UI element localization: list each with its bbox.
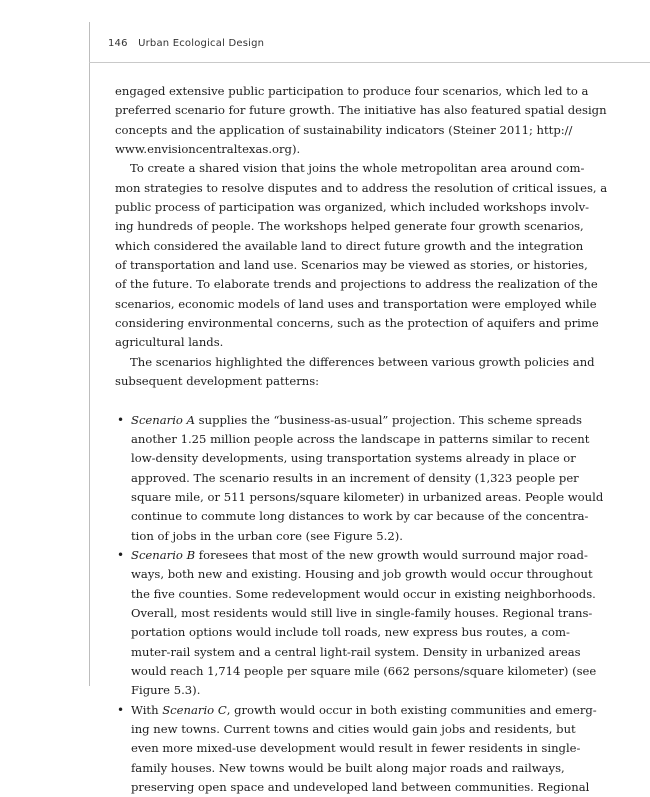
- text-line: [131, 701, 537, 720]
- text-line: engaged extensive public participation to produce four scenarios, which led to a: [115, 82, 537, 101]
- scenario-list: [115, 411, 537, 797]
- text-line: scenarios, economic models of land uses and transportation were employed while: [115, 295, 537, 314]
- text-line: would reach 1,714 people per square mile (662 persons/square kilometer) (see: [131, 662, 537, 681]
- text-run: foresees that most of the new growth would surround major road-: [195, 548, 588, 562]
- text-line: considering environmental concerns, such as the protection of aquifers and prime: [115, 314, 537, 333]
- body-text: [115, 82, 537, 797]
- scenario-label: Scenario A: [131, 413, 195, 427]
- scenario-label: Scenario C: [162, 703, 226, 717]
- text-line: family houses. New towns would be built along major roads and railways,: [131, 759, 537, 778]
- paragraph-gap: [115, 392, 537, 411]
- paragraph-3: [115, 353, 537, 392]
- scenario-b-item: [115, 546, 537, 701]
- margin-vertical-rule: [89, 22, 90, 686]
- text-run: With: [131, 703, 162, 717]
- text-line: public process of participation was organized, which included workshops involv-: [115, 198, 537, 217]
- text-line: muter-rail system and a central light-rail system. Density in urbanized areas: [131, 643, 537, 662]
- text-line: square mile, or 511 persons/square kilometer) in urbanized areas. People would: [131, 488, 537, 507]
- text-line: of the future. To elaborate trends and projections to address the realization of the: [115, 275, 537, 294]
- text-line: the five counties. Some redevelopment would occur in existing neighborhoods.: [131, 585, 537, 604]
- scenario-a-item: [115, 411, 537, 546]
- scenario-c-item: [115, 701, 537, 797]
- paragraph-2: [115, 159, 537, 352]
- text-line: subsequent development patterns:: [115, 372, 537, 391]
- page-number: 146: [108, 38, 128, 49]
- text-line: [131, 546, 537, 565]
- text-line: [131, 411, 537, 430]
- text-line: To create a shared vision that joins the whole metropolitan area around com-: [115, 159, 537, 178]
- text-line: www.envisioncentraltexas.org).: [115, 140, 537, 159]
- text-line: ing hundreds of people. The workshops helped generate four growth scenarios,: [115, 217, 537, 236]
- text-line: concepts and the application of sustainability indicators (Steiner 2011; http://: [115, 121, 537, 140]
- text-line: ways, both new and existing. Housing and job growth would occur throughout: [131, 565, 537, 584]
- text-line: Overall, most residents would still live in single-family houses. Regional trans-: [131, 604, 537, 623]
- text-line: mon strategies to resolve disputes and to address the resolution of critical issues, a: [115, 179, 537, 198]
- scenario-label: Scenario B: [131, 548, 195, 562]
- running-head: [108, 38, 264, 49]
- text-line: portation options would include toll roads, new express bus routes, a com-: [131, 623, 537, 642]
- text-line: ing new towns. Current towns and cities would gain jobs and residents, but: [131, 720, 537, 739]
- header-horizontal-rule: [89, 62, 650, 63]
- paragraph-1: [115, 82, 537, 159]
- text-line: The scenarios highlighted the differences between various growth policies and: [115, 353, 537, 372]
- text-line: preferred scenario for future growth. The initiative has also featured spatial design: [115, 101, 537, 120]
- book-title: Urban Ecological Design: [138, 38, 264, 49]
- text-line: even more mixed-use development would result in fewer residents in single-: [131, 739, 537, 758]
- text-line: which considered the available land to direct future growth and the integration: [115, 237, 537, 256]
- text-line: approved. The scenario results in an increment of density (1,323 people per: [131, 469, 537, 488]
- text-line: of transportation and land use. Scenarios may be viewed as stories, or histories,: [115, 256, 537, 275]
- text-line: low-density developments, using transportation systems already in place or: [131, 449, 537, 468]
- text-line: Figure 5.3).: [131, 681, 537, 700]
- text-line: agricultural lands.: [115, 333, 537, 352]
- text-line: another 1.25 million people across the landscape in patterns similar to recent: [131, 430, 537, 449]
- text-run: supplies the “business-as-usual” projection. This scheme spreads: [195, 413, 582, 427]
- text-line: preserving open space and undeveloped land between communities. Regional: [131, 778, 537, 797]
- text-line: continue to commute long distances to work by car because of the concentra-: [131, 507, 537, 526]
- text-run: , growth would occur in both existing communities and emerg-: [227, 703, 597, 717]
- text-line: tion of jobs in the urban core (see Figure 5.2).: [131, 527, 537, 546]
